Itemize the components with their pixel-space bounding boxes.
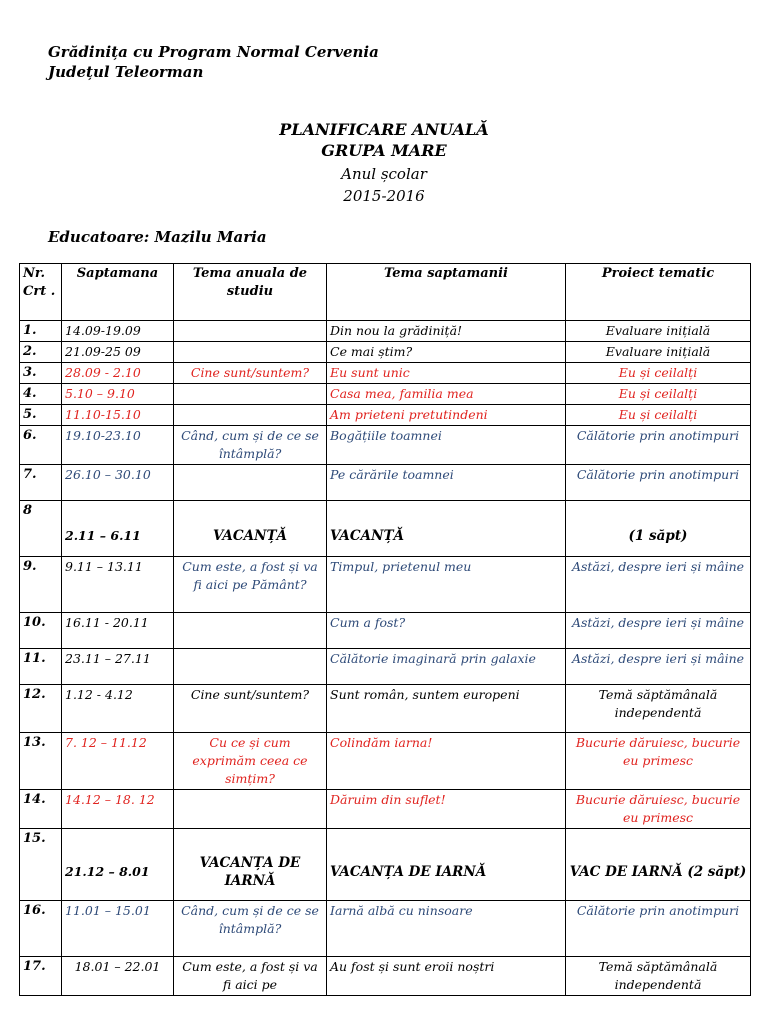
row-week: 11.10-15.10 bbox=[62, 405, 174, 426]
school-name: Grădinița cu Program Normal Cervenia bbox=[48, 43, 379, 61]
row-weekly-theme: Eu sunt unic bbox=[327, 363, 566, 384]
row-number: 3. bbox=[20, 363, 62, 384]
table-row bbox=[20, 405, 751, 426]
row-week: 11.01 – 15.01 bbox=[62, 901, 174, 957]
row-annual-theme bbox=[174, 613, 327, 649]
row-weekly-theme: Timpul, prietenul meu bbox=[327, 557, 566, 613]
row-number: 4. bbox=[20, 384, 62, 405]
row-number: 7. bbox=[20, 465, 62, 501]
row-annual-theme: VACANȚĂ bbox=[174, 501, 327, 557]
row-annual-theme bbox=[174, 342, 327, 363]
row-annual-theme bbox=[174, 465, 327, 501]
row-project: Astăzi, despre ieri și mâine bbox=[566, 557, 751, 613]
table-row bbox=[20, 342, 751, 363]
row-annual-theme bbox=[174, 790, 327, 829]
col-header-project: Proiect tematic bbox=[566, 264, 751, 321]
row-weekly-theme: Sunt român, suntem europeni bbox=[327, 685, 566, 733]
row-weekly-theme: Colindăm iarna! bbox=[327, 733, 566, 790]
row-project: Evaluare inițială bbox=[566, 321, 751, 342]
row-project: VAC DE IARNĂ (2 săpt) bbox=[566, 829, 751, 901]
row-number: 17. bbox=[20, 957, 62, 996]
table-header-row bbox=[20, 264, 751, 321]
table-row bbox=[20, 957, 751, 996]
row-weekly-theme: Cum a fost? bbox=[327, 613, 566, 649]
table-row bbox=[20, 501, 751, 557]
row-annual-theme: Cum este, a fost și va fi aici pe bbox=[174, 957, 327, 996]
row-week: 9.11 – 13.11 bbox=[62, 557, 174, 613]
teacher-name: Educatoare: Mazilu Maria bbox=[48, 228, 267, 246]
school-year-label: Anul școlar bbox=[341, 165, 427, 183]
row-annual-theme bbox=[174, 405, 327, 426]
row-annual-theme: Când, cum și de ce se întâmplă? bbox=[174, 901, 327, 957]
row-project: Temă săptămânală independentă bbox=[566, 957, 751, 996]
row-project: Evaluare inițială bbox=[566, 342, 751, 363]
table-row bbox=[20, 363, 751, 384]
row-weekly-theme: Călătorie imaginară prin galaxie bbox=[327, 649, 566, 685]
row-weekly-theme: VACANȚĂ bbox=[327, 501, 566, 557]
row-project: Temă săptămânală independentă bbox=[566, 685, 751, 733]
row-weekly-theme: Au fost și sunt eroii noștri bbox=[327, 957, 566, 996]
table-row bbox=[20, 613, 751, 649]
row-number: 10. bbox=[20, 613, 62, 649]
table-row bbox=[20, 321, 751, 342]
table-row bbox=[20, 426, 751, 465]
col-header-nr: Nr. Crt . bbox=[20, 264, 62, 321]
row-week: 1.12 - 4.12 bbox=[62, 685, 174, 733]
row-number: 16. bbox=[20, 901, 62, 957]
row-weekly-theme: Ce mai știm? bbox=[327, 342, 566, 363]
row-week: 7. 12 – 11.12 bbox=[62, 733, 174, 790]
row-number: 8 bbox=[20, 501, 62, 557]
row-project: Astăzi, despre ieri și mâine bbox=[566, 649, 751, 685]
row-project: (1 săpt) bbox=[566, 501, 751, 557]
row-annual-theme: Cu ce și cum exprimăm ceea ce simțim? bbox=[174, 733, 327, 790]
row-weekly-theme: Am prieteni pretutindeni bbox=[327, 405, 566, 426]
row-annual-theme bbox=[174, 649, 327, 685]
row-week: 18.01 – 22.01 bbox=[62, 957, 174, 996]
row-annual-theme: Când, cum și de ce se întâmplă? bbox=[174, 426, 327, 465]
group-title: GRUPA MARE bbox=[321, 141, 447, 160]
row-week: 5.10 – 9.10 bbox=[62, 384, 174, 405]
row-number: 15. bbox=[20, 829, 62, 901]
row-weekly-theme: Dăruim din suflet! bbox=[327, 790, 566, 829]
row-number: 1. bbox=[20, 321, 62, 342]
row-weekly-theme: Pe cărările toamnei bbox=[327, 465, 566, 501]
row-annual-theme: Cine sunt/suntem? bbox=[174, 685, 327, 733]
row-number: 14. bbox=[20, 790, 62, 829]
row-project: Călătorie prin anotimpuri bbox=[566, 901, 751, 957]
annual-plan-table bbox=[19, 263, 751, 996]
row-number: 12. bbox=[20, 685, 62, 733]
table-row bbox=[20, 733, 751, 790]
table-row bbox=[20, 649, 751, 685]
table-row bbox=[20, 901, 751, 957]
table-row bbox=[20, 829, 751, 901]
row-week: 14.09-19.09 bbox=[62, 321, 174, 342]
row-number: 11. bbox=[20, 649, 62, 685]
row-week: 23.11 – 27.11 bbox=[62, 649, 174, 685]
row-week: 21.09-25 09 bbox=[62, 342, 174, 363]
row-project: Bucurie dăruiesc, bucurie eu primesc bbox=[566, 733, 751, 790]
row-weekly-theme: Iarnă albă cu ninsoare bbox=[327, 901, 566, 957]
col-header-annual-theme: Tema anuala de studiu bbox=[174, 264, 327, 321]
row-weekly-theme: Casa mea, familia mea bbox=[327, 384, 566, 405]
table-row bbox=[20, 465, 751, 501]
row-project: Călătorie prin anotimpuri bbox=[566, 465, 751, 501]
row-weekly-theme: VACANȚA DE IARNĂ bbox=[327, 829, 566, 901]
table-row bbox=[20, 685, 751, 733]
row-project: Călătorie prin anotimpuri bbox=[566, 426, 751, 465]
row-week: 14.12 – 18. 12 bbox=[62, 790, 174, 829]
col-header-weekly-theme: Tema saptamanii bbox=[327, 264, 566, 321]
row-week: 19.10-23.10 bbox=[62, 426, 174, 465]
school-year: 2015-2016 bbox=[343, 187, 425, 205]
row-project: Astăzi, despre ieri și mâine bbox=[566, 613, 751, 649]
row-week: 21.12 – 8.01 bbox=[62, 829, 174, 901]
row-project: Eu și ceilalți bbox=[566, 405, 751, 426]
row-number: 2. bbox=[20, 342, 62, 363]
row-project: Eu și ceilalți bbox=[566, 363, 751, 384]
row-number: 5. bbox=[20, 405, 62, 426]
row-annual-theme bbox=[174, 384, 327, 405]
row-project: Bucurie dăruiesc, bucurie eu primesc bbox=[566, 790, 751, 829]
table-row bbox=[20, 557, 751, 613]
row-project: Eu și ceilalți bbox=[566, 384, 751, 405]
row-annual-theme bbox=[174, 321, 327, 342]
row-annual-theme: Cine sunt/suntem? bbox=[174, 363, 327, 384]
row-weekly-theme: Bogățiile toamnei bbox=[327, 426, 566, 465]
table-row bbox=[20, 384, 751, 405]
table-row bbox=[20, 790, 751, 829]
row-annual-theme: Cum este, a fost și va fi aici pe Pământ? bbox=[174, 557, 327, 613]
col-header-week: Saptamana bbox=[62, 264, 174, 321]
row-number: 6. bbox=[20, 426, 62, 465]
row-week: 28.09 - 2.10 bbox=[62, 363, 174, 384]
row-week: 2.11 – 6.11 bbox=[62, 501, 174, 557]
row-week: 26.10 – 30.10 bbox=[62, 465, 174, 501]
row-week: 16.11 - 20.11 bbox=[62, 613, 174, 649]
row-number: 13. bbox=[20, 733, 62, 790]
county-name: Județul Teleorman bbox=[48, 63, 204, 81]
document-title: PLANIFICARE ANUALĂ bbox=[279, 120, 489, 139]
row-weekly-theme: Din nou la grădiniță! bbox=[327, 321, 566, 342]
row-annual-theme: VACANȚA DE IARNĂ bbox=[174, 829, 327, 901]
row-number: 9. bbox=[20, 557, 62, 613]
